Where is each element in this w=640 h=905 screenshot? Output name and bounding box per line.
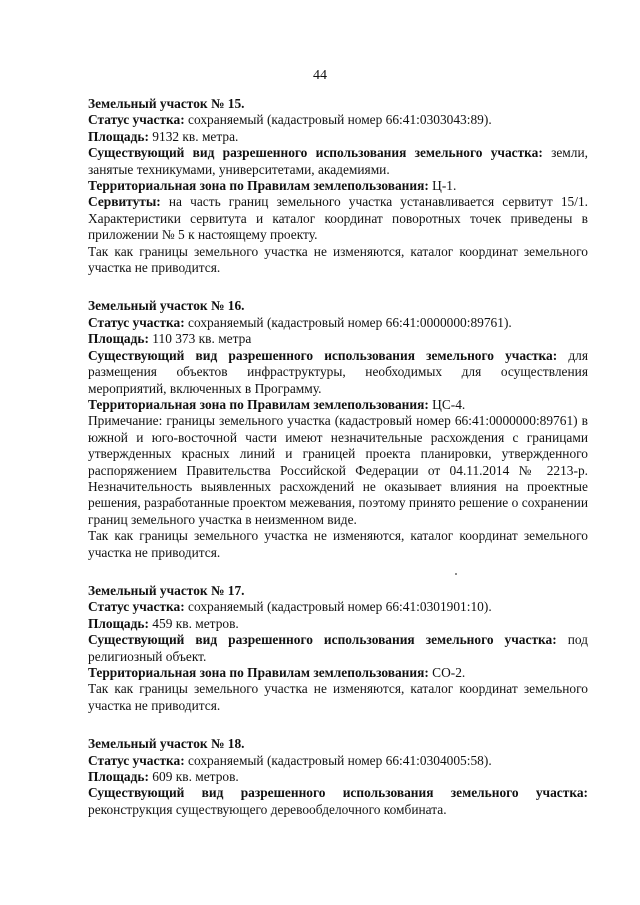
plot-use	[88, 145, 588, 178]
plot-title: Земельный участок № 15.	[88, 96, 245, 111]
zone-label: Территориальная зона по Правилам землепользования:	[88, 178, 429, 194]
zone-label: Территориальная зона по Правилам землепользования:	[88, 396, 429, 412]
status-value: сохраняемый (кадастровый номер 66:41:0304005:58).	[184, 752, 492, 768]
land-plot-18	[88, 736, 588, 818]
plot-servitude	[88, 194, 588, 243]
scan-speck	[455, 573, 457, 575]
page-number: 44	[313, 68, 327, 83]
servitude-label: Сервитуты:	[88, 194, 161, 210]
area-label: Площадь:	[88, 128, 149, 144]
document-body	[88, 96, 588, 840]
area-value: 9132 кв. метра.	[148, 128, 239, 144]
use-value: реконструкция существующего деревообделочного комбината.	[88, 801, 447, 817]
status-label: Статус участка:	[88, 599, 185, 615]
plot-area	[88, 616, 588, 632]
plot-title: Земельный участок № 17.	[88, 582, 245, 598]
area-value: 609 кв. метров.	[148, 769, 239, 785]
plot-zone	[88, 178, 588, 194]
status-value: сохраняемый (кадастровый номер 66:41:0000000:89761).	[184, 314, 512, 330]
plot-use	[88, 785, 588, 818]
zone-value: СО-2.	[428, 665, 466, 680]
area-value: 110 373 кв. метра	[148, 331, 252, 347]
plot-area	[88, 129, 588, 145]
plot-status	[88, 315, 588, 331]
area-value: 459 кв. метров.	[148, 615, 239, 631]
status-label: Статус участка:	[88, 112, 185, 128]
servitude-value: на часть границ земельного участка устанавливается сервитут 15/1. Характеристики сервитута и каталог координат поворотных точек приведены в приложении № 5 к настоящему проекту.	[88, 194, 588, 243]
plot-status	[88, 599, 588, 615]
plot-area	[88, 769, 588, 785]
land-plot-15	[88, 96, 588, 276]
area-label: Площадь:	[88, 615, 149, 631]
use-label: Существующий вид разрешенного использования земельного участка:	[88, 145, 543, 161]
use-label: Существующий вид разрешенного использования земельного участка:	[88, 347, 558, 363]
use-value: для размещения объектов инфраструктуры, необходимых для осуществления мероприятий, включенных в Программу.	[88, 347, 588, 396]
plot-title: Земельный участок № 18.	[88, 736, 245, 752]
plot-closing: Так как границы земельного участка не изменяются, каталог координат земельного участка не приводится.	[88, 528, 588, 560]
area-label: Площадь:	[88, 769, 149, 785]
plot-area	[88, 331, 588, 347]
use-value: под религиозный объект.	[88, 632, 588, 664]
plot-zone	[88, 397, 588, 413]
plot-title: Земельный участок № 16.	[88, 298, 245, 314]
plot-status	[88, 112, 588, 128]
zone-label: Территориальная зона по Правилам землепользования:	[88, 665, 429, 680]
plot-closing: Так как границы земельного участка не изменяются, каталог координат земельного участка не приводится.	[88, 243, 588, 276]
plot-use	[88, 632, 588, 665]
zone-value: ЦС-4.	[428, 396, 466, 412]
status-value: сохраняемый (кадастровый номер 66:41:0303043:89).	[184, 112, 492, 128]
use-label: Существующий вид разрешенного использования земельного участка:	[88, 632, 557, 648]
status-value: сохраняемый (кадастровый номер 66:41:0301901:10).	[184, 599, 492, 615]
area-label: Площадь:	[88, 331, 149, 347]
plot-closing: Так как границы земельного участка не изменяются, каталог координат земельного участка не приводится.	[88, 681, 588, 713]
status-label: Статус участка:	[88, 314, 185, 330]
status-label: Статус участка:	[88, 752, 185, 768]
zone-value: Ц-1.	[428, 178, 457, 194]
use-value: земли, занятые техникумами, университетами, академиями.	[88, 145, 588, 177]
plot-status	[88, 753, 588, 769]
use-label: Существующий вид разрешенного использования земельного участка:	[88, 785, 588, 801]
land-plot-17	[88, 583, 588, 714]
land-plot-16	[88, 298, 588, 561]
plot-use	[88, 348, 588, 397]
plot-note: Примечание: границы земельного участка (кадастровый номер 66:41:0000000:89761) в южной и юго-восточной части имеют незначительные расхождения с границами утвержденных красных линий и границей проекта планировки, утвержденного распоряжением Правительства Российской Федерации от 04.11.2014 № 2213-р. Незначительность выявленных расхождений не оказывает влияния на проектные решения, разработанные проектом межевания, поэтому принято решение о сохранении границ земельного участка в неизменном виде.	[88, 413, 588, 527]
plot-zone	[88, 665, 588, 681]
